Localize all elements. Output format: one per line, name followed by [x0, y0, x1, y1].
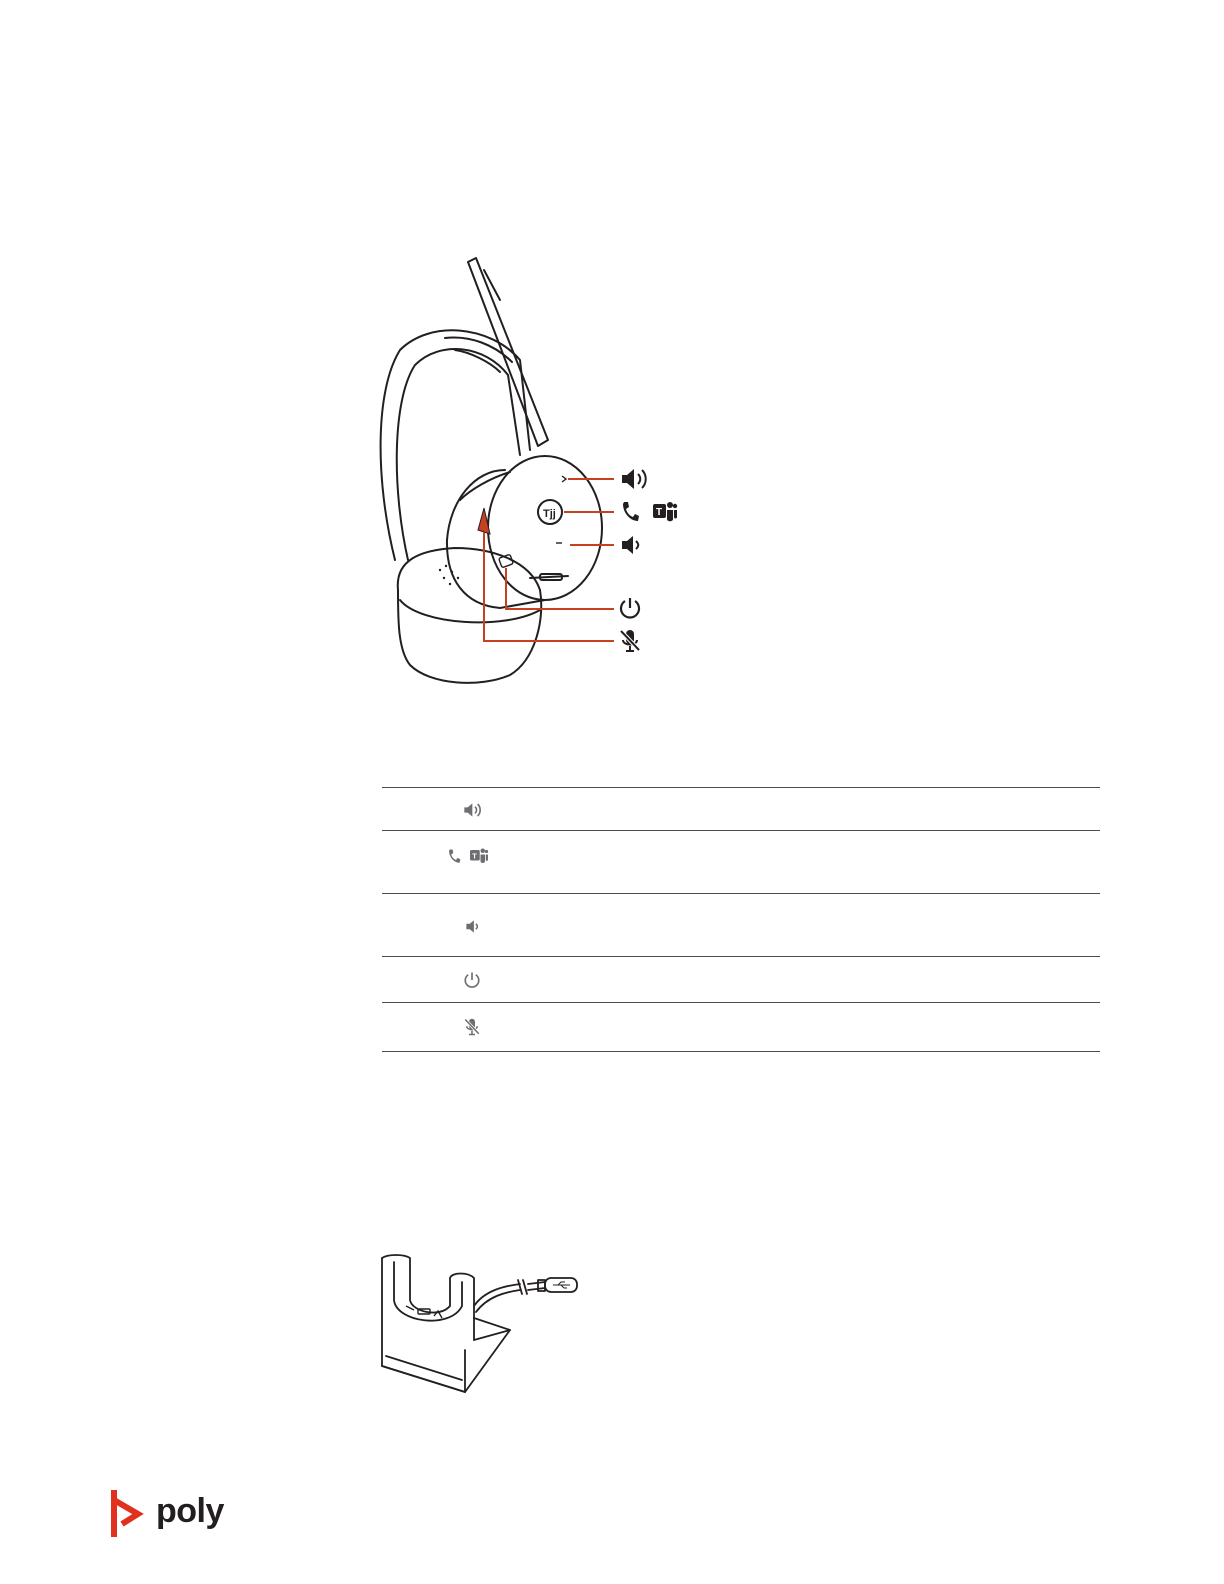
table-rule: [382, 956, 1100, 957]
table-rule: [382, 893, 1100, 894]
svg-text:Tjj: Tjj: [543, 508, 556, 520]
table-rule: [382, 1051, 1100, 1052]
volume-down-icon: [465, 918, 480, 935]
volume-up-icon: [620, 466, 650, 492]
table-rule: [382, 787, 1100, 788]
mic-mute-icon: [618, 628, 642, 654]
table-row: [463, 801, 483, 819]
charging-stand-illustration: [374, 1248, 586, 1400]
table-row: [463, 1017, 481, 1037]
usb-icon: [553, 1280, 554, 1281]
table-rule: [382, 830, 1100, 831]
headset-illustration: [370, 250, 710, 690]
svg-text:T: T: [472, 851, 477, 861]
poly-logo: [108, 1490, 224, 1538]
phone-icon: [447, 848, 461, 865]
table-row: [465, 918, 480, 935]
teams-icon: [469, 847, 489, 865]
volume-down-icon: [620, 533, 642, 557]
poly-logo-mark: [108, 1490, 152, 1538]
table-row: [463, 971, 481, 989]
teams-icon: [652, 500, 678, 524]
table-rule: [382, 1002, 1100, 1003]
phone-icon: [620, 500, 640, 524]
volume-up-icon: [463, 801, 483, 819]
table-row: [447, 847, 489, 865]
power-icon: [618, 596, 642, 620]
power-icon: [463, 971, 481, 989]
brand-name: poly: [156, 1492, 224, 1530]
svg-text:T: T: [656, 507, 663, 518]
mic-mute-icon: [463, 1017, 481, 1037]
